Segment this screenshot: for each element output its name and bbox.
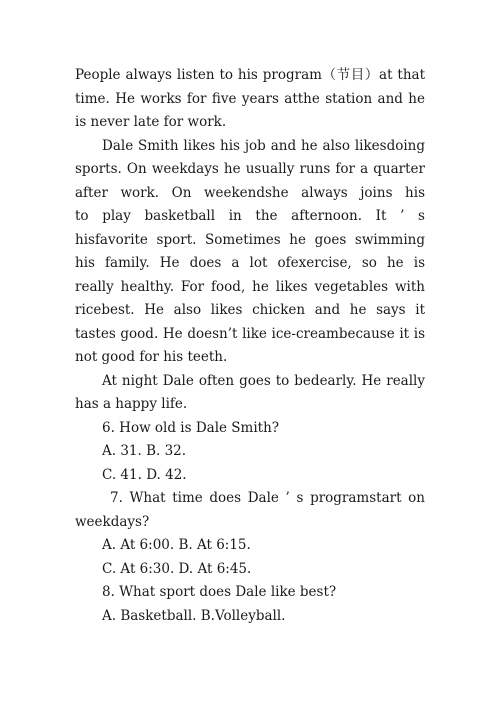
paragraph-line: sports. On weekdays he usually runs for a quarter [75,161,425,177]
paragraph-line: to play basketball in the afternoon. It ’ s [75,208,425,224]
paragraph-line: not good for his teeth. [75,349,228,365]
answer-options: C. 41. D. 42. [102,467,187,483]
paragraph-line: Dale Smith likes his job and he also likesdoing [102,138,425,154]
paragraph-line: tastes good. He doesn’t like ice-creambecause it is [75,326,425,342]
paragraph-line: hisfavorite sport. Sometimes he goes swimming [75,232,425,248]
paragraph-line: after work. On weekendshe always joins his [75,185,425,201]
answer-options: A. 31. B. 32. [102,443,187,459]
paragraph-line: really healthy. For food, he likes vegetables with [75,279,425,295]
paragraph-line: People always listen to his program（节目）at that [75,67,425,83]
paragraph-line: ricebest. He also likes chicken and he says it [75,302,425,318]
question-7: 7. What time does Dale ’ s programstart on [110,490,425,506]
paragraph-line: has a happy life. [75,396,188,412]
question-6: 6. How old is Dale Smith? [102,420,280,436]
paragraph-line: time. He works for five years atthe station and he [75,91,425,107]
answer-options: A. Basketball. B.Volleyball. [102,608,286,624]
paragraph-line: At night Dale often goes to bedearly. He really [102,373,425,389]
answer-options: A. At 6:00. B. At 6:15. [102,537,251,553]
paragraph-line: his family. He does a lot ofexercise, so he is [75,255,425,271]
answer-options: C. At 6:30. D. At 6:45. [102,561,252,577]
paragraph-line: is never late for work. [75,114,227,130]
question-7-continued: weekdays? [75,514,150,530]
question-8: 8. What sport does Dale like best? [102,584,337,600]
